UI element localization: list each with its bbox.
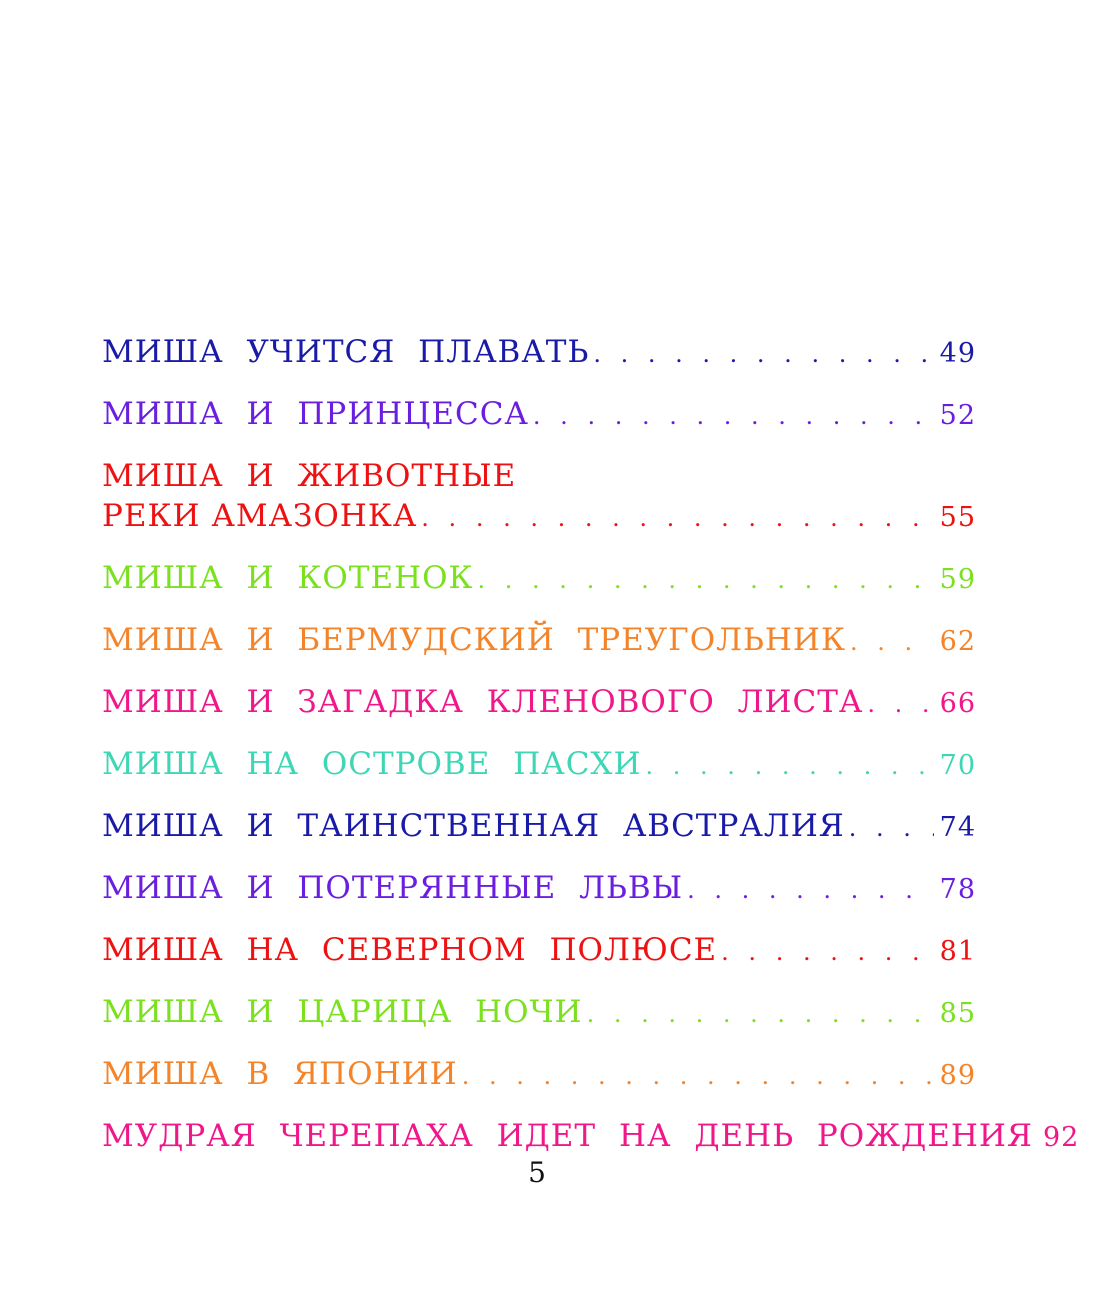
toc-leader-dots bbox=[867, 684, 933, 724]
toc-entry-title-line2: РЕКИ АМАЗОНКА bbox=[102, 498, 418, 534]
toc-entry-title: МИША В ЯПОНИИ bbox=[102, 1056, 458, 1092]
toc-entry-bermuda[interactable] bbox=[102, 620, 976, 662]
page-number: 5 bbox=[528, 1156, 546, 1189]
toc-entry-title: МИША И ПРИНЦЕССА bbox=[102, 396, 529, 432]
toc-entry-title: МИША И ЗАГАДКА КЛЕНОВОГО ЛИСТА bbox=[102, 684, 864, 720]
toc-entry-page: 78 bbox=[939, 874, 976, 905]
toc-entry-page: 62 bbox=[939, 626, 976, 657]
toc-leader-dots bbox=[687, 870, 934, 910]
toc-entry-page: 49 bbox=[939, 338, 976, 369]
toc-leader-dots bbox=[721, 932, 933, 972]
toc-leader-dots bbox=[593, 334, 933, 374]
toc-entry-page: 52 bbox=[939, 400, 976, 431]
toc-entry-title: МИША И ПОТЕРЯННЫЕ ЛЬВЫ bbox=[102, 870, 684, 906]
toc-entry-page: 81 bbox=[939, 936, 976, 967]
toc-entry-easter-island[interactable] bbox=[102, 744, 976, 786]
toc-entry-page: 92 bbox=[1042, 1122, 1080, 1153]
toc-leader-dots bbox=[850, 622, 934, 662]
toc-entry-page: 74 bbox=[939, 812, 976, 843]
toc-entry-page: 70 bbox=[939, 750, 976, 781]
toc-entry-japan[interactable] bbox=[102, 1054, 976, 1096]
toc-entry-title: МУДРАЯ ЧЕРЕПАХА ИДЕТ НА ДЕНЬ РОЖДЕНИЯ bbox=[102, 1118, 1033, 1154]
toc-entry-title: МИША И ЦАРИЦА НОЧИ bbox=[102, 994, 583, 1030]
toc-entry-wise-turtle[interactable] bbox=[102, 1116, 1080, 1158]
toc-entry-title: МИША УЧИТСЯ ПЛАВАТЬ bbox=[102, 334, 590, 370]
toc-entry-page: 55 bbox=[939, 502, 976, 533]
toc-entry-kitten[interactable] bbox=[102, 558, 976, 600]
toc-entry-page: 59 bbox=[939, 564, 976, 595]
toc-entry-princess[interactable] bbox=[102, 394, 976, 436]
toc-leader-dots bbox=[478, 560, 934, 600]
toc-entry-title: МИША И ТАИНСТВЕННАЯ АВСТРАЛИЯ bbox=[102, 808, 845, 844]
toc-entry-title: МИША НА ОСТРОВЕ ПАСХИ bbox=[102, 746, 642, 782]
toc-entry-page: 89 bbox=[939, 1060, 976, 1091]
toc-entry-north-pole[interactable] bbox=[102, 930, 976, 972]
toc-entry-australia[interactable] bbox=[102, 806, 976, 848]
toc-entry-title: МИША И КОТЕНОК bbox=[102, 560, 474, 596]
table-of-contents bbox=[102, 332, 1080, 1178]
toc-leader-dots bbox=[421, 498, 933, 538]
toc-leader-dots bbox=[462, 1056, 934, 1096]
toc-entry-title: МИША И БЕРМУДСКИЙ ТРЕУГОЛЬНИК bbox=[102, 622, 846, 658]
toc-leader-dots bbox=[587, 994, 934, 1034]
toc-entry-swimming[interactable] bbox=[102, 332, 976, 374]
toc-entry-title-line1: МИША И ЖИВОТНЫЕ bbox=[102, 458, 517, 494]
toc-leader-dots bbox=[533, 396, 934, 436]
toc-entry-title: МИША НА СЕВЕРНОМ ПОЛЮСЕ bbox=[102, 932, 718, 968]
toc-leader-dots bbox=[849, 808, 934, 848]
toc-leader-dots bbox=[646, 746, 934, 786]
toc-entry-maple-leaf[interactable] bbox=[102, 682, 976, 724]
toc-entry-lost-lions[interactable] bbox=[102, 868, 976, 910]
toc-entry-queen-of-night[interactable] bbox=[102, 992, 976, 1034]
toc-entry-page: 85 bbox=[939, 998, 976, 1029]
toc-entry-page: 66 bbox=[939, 688, 976, 719]
toc-entry-amazon-animals[interactable] bbox=[102, 456, 976, 538]
